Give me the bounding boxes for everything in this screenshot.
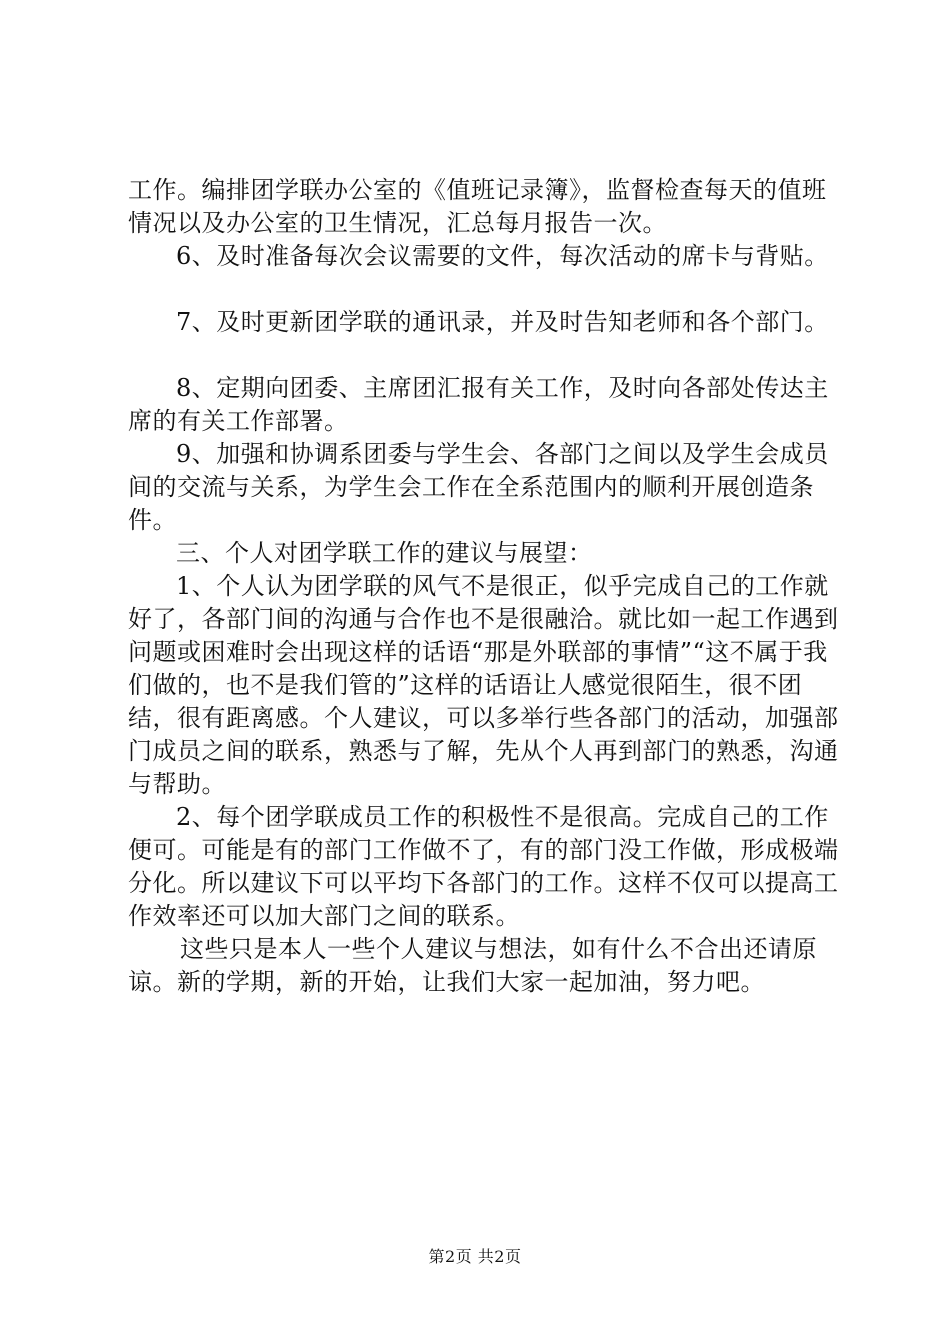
paragraph-item-9: 9、加强和协调系团委与学生会、各部门之间以及学生会成员间的交流与关系，为学生会工作在全系范围内的顺利开展创造条件。 (128, 440, 829, 534)
paragraph-suggestion-1: 1、个人认为团学联的风气不是很正，似乎完成自己的工作就好了，各部门间的沟通与合作也不是很融洽。就比如一起工作遇到问题或困难时会出现这样的话语“那是外联部的事情”“这不属于我们做的，也不是我们管的”这样的话语让人感觉很陌生，很不团结，很有距离感。个人建议，可以多举行些各部门的活动，加强部门成员之间的联系，熟悉与了解，先从个人再到部门的熟悉，沟通与帮助。 (128, 572, 839, 798)
paragraph-item-8: 8、定期向团委、主席团汇报有关工作，及时向各部处传达主席的有关工作部署。 (128, 374, 829, 435)
paragraph-suggestion-2: 2、每个团学联成员工作的积极性不是很高。完成自己的工作便可。可能是有的部门工作做不了，有的部门没工作做，形成极端分化。所以建议下可以平均下各部门的工作。这样不仅可以提高工作效率还可以加大部门之间的联系。 (128, 803, 839, 930)
section-heading-suggestions: 三、个人对团学联工作的建议与展望： (176, 539, 593, 567)
page-footer: 第2页 共2页 (428, 1247, 522, 1266)
paragraph-item-6: 6、及时准备每次会议需要的文件，每次活动的席卡与背贴。 (176, 242, 829, 270)
paragraph-item-7: 7、及时更新团学联的通讯录，并及时告知老师和各个部门。 (176, 308, 829, 336)
paragraph-closing: 这些只是本人一些个人建议与想法，如有什么不合出还请原谅。新的学期，新的开始，让我们大家一起加油，努力吧。 (128, 935, 817, 996)
document-body (128, 174, 843, 999)
paragraph-duty-continuation: 工作。编排团学联办公室的《值班记录簿》，监督检查每天的值班情况以及办公室的卫生情况，汇总每月报告一次。 (128, 176, 827, 237)
